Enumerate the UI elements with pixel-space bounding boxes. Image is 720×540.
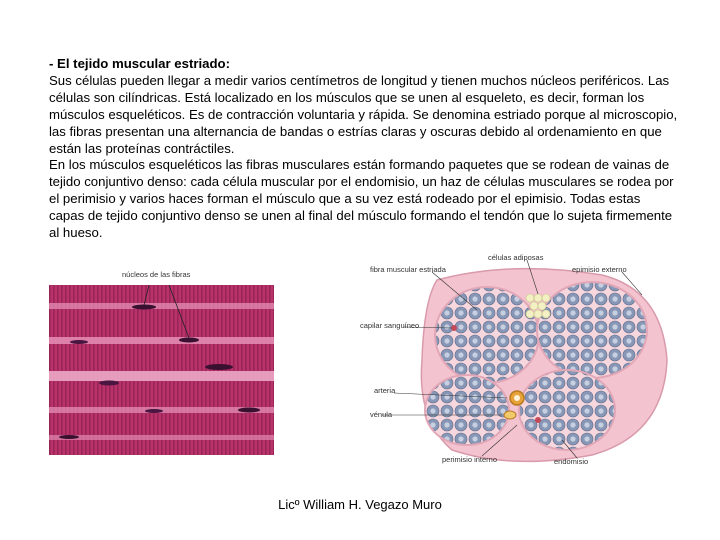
label-epimysium: epimisio externo [572,265,627,274]
fiber-boundary [49,371,274,381]
nucleus [132,305,156,310]
nucleus [179,338,199,343]
label-perimysium: perimisio interno [442,455,498,464]
label-artery: arteria [374,386,396,395]
nucleus [59,435,79,439]
paragraph-1: Sus células pueden llegar a medir varios centímetros de longitud y tienen muchos núcleos periféricos. Las células son cilíndricas. Está localizado en los músculos que se unen al esqueleto, es decir, forman los músculos esqueléticos. Es de contracción voluntaria y rápida. Se denomina estriado porque al microscopio, las fibras presentan una alternancia de bandas o estrías claras y oscuras debido al ordenamiento en que están las proteínas contráctiles. [49,72,678,156]
label-venule: vénula [370,410,393,419]
nucleus [70,340,88,344]
label-endomysium: endomisio [554,457,589,466]
muscle-cross-section-diagram [342,250,682,472]
cross-section-figure [342,250,682,472]
content-text [49,56,679,242]
tissue-background [49,285,274,455]
fiber-boundary [49,435,274,440]
label-muscle-fiber: fibra muscular estriada [370,265,446,274]
label-adipose-cells: células adiposas [488,253,544,262]
paragraph-2: En los músculos esqueléticos las fibras musculares están formando paquetes que se rodean de vainas de tejido conjuntivo denso: cada célula muscular por el endomisio, un haz de células musculares se rodea por el perimisio y varios haces forman el músculo que a su vez está rodeado por el epimisio. Todas estas capas de tejido conjuntivo denso se unen al final del músculo formando el tendón que lo sujeta firmemente al hueso. [49,157,674,241]
fascicle [537,282,647,378]
nucleus [99,381,119,386]
micrograph-label: núcleos de las fibras [122,270,191,279]
striated-muscle-micrograph [49,285,274,455]
fascicle [435,287,539,383]
fascicle [425,375,509,445]
nucleus [238,408,260,413]
nucleus [205,364,233,370]
section-title: - El tejido muscular estriado: [49,56,230,71]
nucleus [145,409,163,413]
fiber-boundary [49,303,274,309]
label-capillary: capilar sanguíneo [360,321,420,330]
author-footer: Licº William H. Vegazo Muro [278,497,442,512]
fascicle [519,370,615,450]
